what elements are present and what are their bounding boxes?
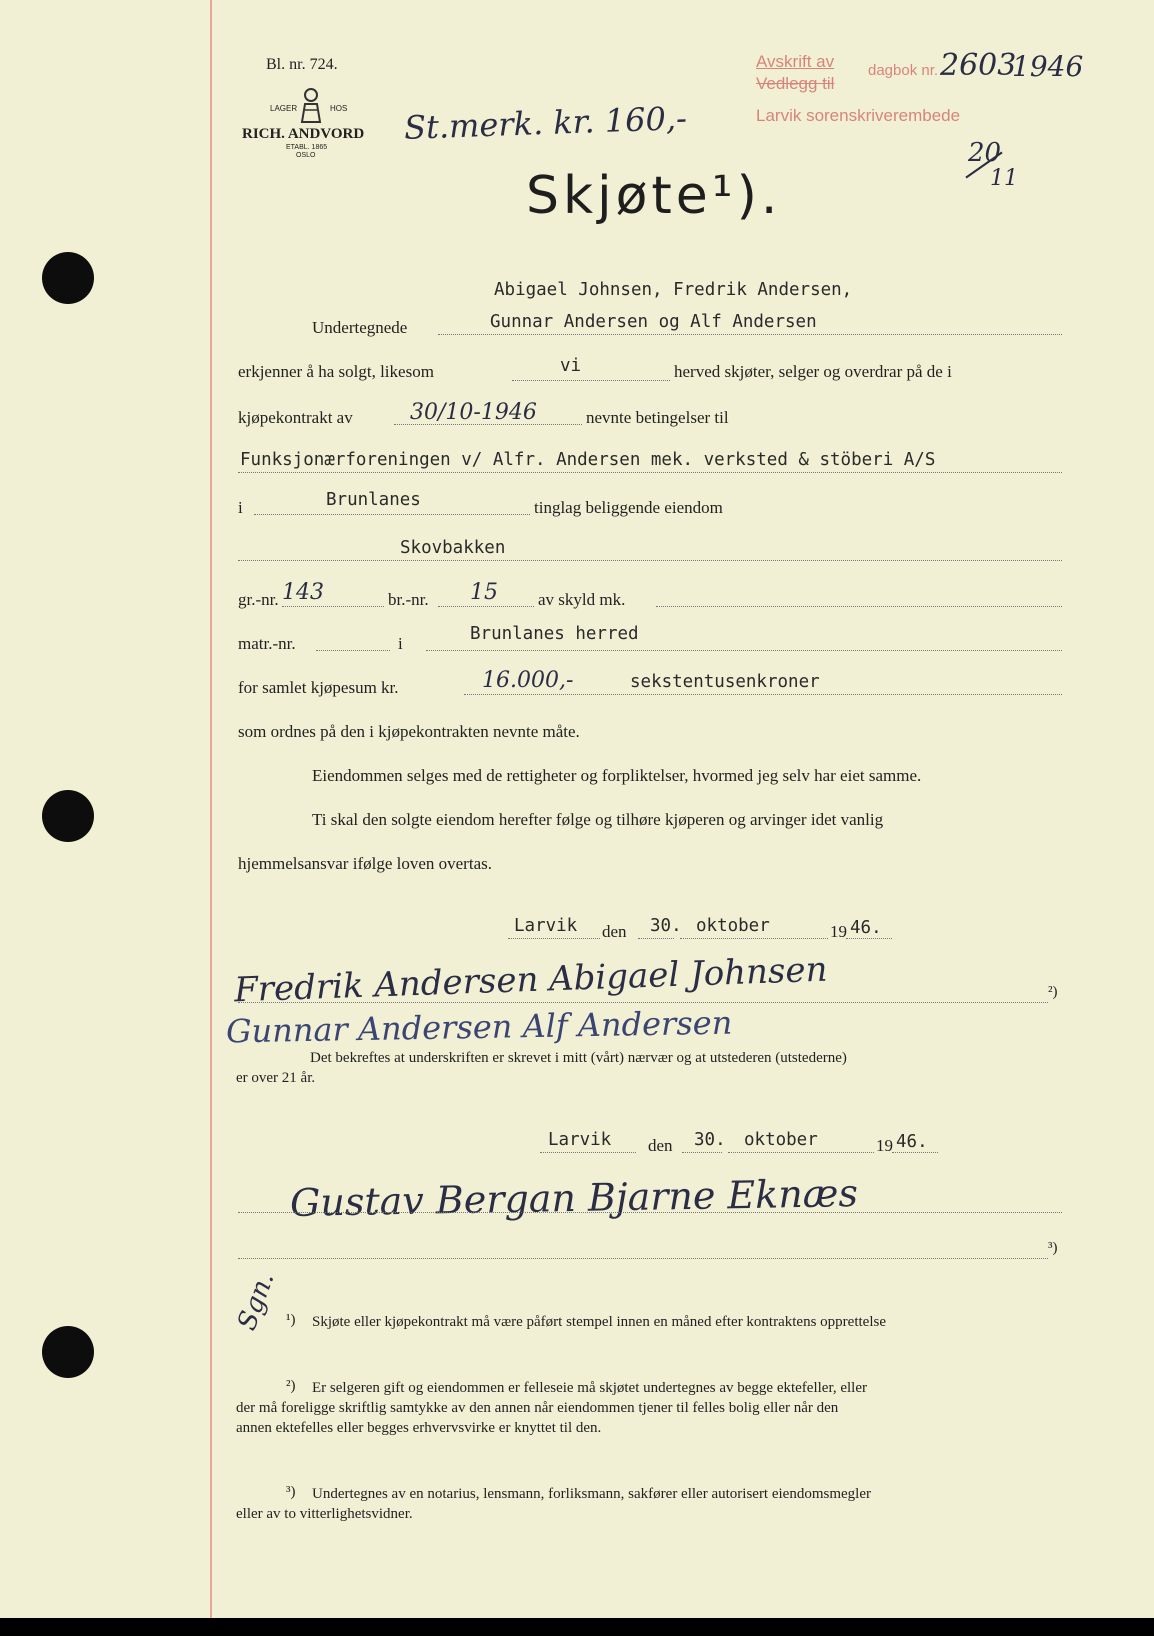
- publisher-right-word: HOS: [330, 104, 348, 113]
- stamp-line-3: Larvik sorenskriverembede: [756, 106, 961, 125]
- year-suffix-1: 46.: [850, 918, 882, 938]
- matr-i-label: i: [398, 634, 403, 653]
- stamp-year: 1946: [1012, 50, 1084, 83]
- form-number: Bl. nr. 724.: [266, 56, 338, 73]
- brnr-line: [438, 606, 534, 607]
- stamp-date-bottom: 11: [990, 166, 1018, 191]
- tinglag-value: Brunlanes: [326, 490, 421, 510]
- herred-value: Brunlanes herred: [470, 624, 639, 644]
- kontrakt-date: 30/10-1946: [410, 400, 537, 425]
- sellers-line-1: Abigael Johnsen, Fredrik Andersen,: [494, 280, 853, 300]
- herved-text: herved skjøter, selger og overdrar på de i: [674, 362, 952, 381]
- witness-statement-line-1: Det bekreftes at underskriften er skrevet i mitt (vårt) nærvær og at utstederen (utstederne): [310, 1050, 847, 1066]
- footnote-2-mark: ²): [286, 1378, 296, 1394]
- buyer-line: [238, 472, 1062, 473]
- stamp-line-1: Avskrift av: [756, 52, 835, 71]
- year-prefix-2: 19: [876, 1136, 893, 1155]
- publisher-left-word: LAGER: [270, 104, 298, 113]
- tinglag-line: [254, 514, 530, 515]
- month-1: oktober: [696, 916, 770, 936]
- footnote-2-line-1: Er selgeren gift og eiendommen er felleseie må skjøtet undertegnes av begge ektefeller, eller: [312, 1380, 867, 1396]
- day-2-line: [682, 1152, 722, 1153]
- place-2-line: [540, 1152, 636, 1153]
- page-title: Skjøte¹).: [526, 166, 782, 226]
- skyld-text: av skyld mk.: [538, 590, 626, 609]
- punch-hole: [42, 1326, 94, 1378]
- stamp-line-2b: dagbok nr.: [868, 62, 939, 79]
- paragraph-2-line-2: hjemmelsansvar ifølge loven overtas.: [238, 854, 492, 873]
- year-suffix-2: 46.: [896, 1132, 928, 1152]
- footnote-3-line-2: eller av to vitterlighetsvidner.: [236, 1506, 413, 1522]
- witness-line-2: [238, 1258, 1048, 1259]
- day-2: 30.: [694, 1130, 726, 1150]
- kjopesum-label: for samlet kjøpesum kr.: [238, 678, 399, 697]
- kontrakt-label: kjøpekontrakt av: [238, 408, 353, 427]
- witness-statement-line-2: er over 21 år.: [236, 1070, 316, 1086]
- seller-signatures-line-1: Fredrik Andersen Abigael Johnsen: [233, 949, 829, 1011]
- matrnr-label: matr.-nr.: [238, 634, 296, 653]
- year-prefix-1: 19: [830, 922, 847, 941]
- year-2-line: [892, 1152, 938, 1153]
- place-2: Larvik: [548, 1130, 612, 1150]
- grnr-label: gr.-nr.: [238, 590, 279, 609]
- punch-hole: [42, 252, 94, 304]
- brnr-label: br.-nr.: [388, 590, 429, 609]
- margin-initials: Sgn.: [232, 1268, 281, 1335]
- kjopesum-line: [464, 694, 1062, 695]
- property-name: Skovbakken: [400, 538, 506, 558]
- herred-line: [426, 650, 1062, 651]
- den-1: den: [602, 922, 627, 941]
- witness-footnote-mark-3: ³): [1048, 1240, 1058, 1256]
- place-1-line: [508, 938, 600, 939]
- publisher-city: OSLO: [296, 152, 316, 159]
- den-2: den: [648, 1136, 673, 1155]
- witness-line-1: [238, 1212, 1062, 1213]
- footnote-2-line-3: annen ektefelles eller begges erhvervsvirke er knyttet til den.: [236, 1420, 602, 1436]
- ordnes-text: som ordnes på den i kjøpekontrakten nevnte måte.: [238, 722, 580, 741]
- month-2: oktober: [744, 1130, 818, 1150]
- matrnr-line: [316, 650, 390, 651]
- month-1-line: [680, 938, 828, 939]
- buyer: Funksjonærforeningen v/ Alfr. Andersen mek. verksted & stöberi A/S: [240, 450, 936, 470]
- grnr-line: [282, 606, 384, 607]
- stamp-date-top: 20: [968, 138, 1002, 168]
- footnote-3-line-1: Undertegnes av en notarius, lensmann, forliksmann, sakfører eller autorisert eiendomsmegler: [312, 1486, 871, 1502]
- handwritten-fee: St.merk. kr. 160,-: [403, 99, 688, 147]
- place-1: Larvik: [514, 916, 578, 936]
- knight-emblem-icon: [296, 86, 326, 124]
- erkjenner-label: erkjenner å ha solgt, likesom: [238, 362, 434, 381]
- betingelser-text: nevnte betingelser til: [586, 408, 729, 427]
- seller-signatures-line-2: Gunnar Andersen Alf Andersen: [225, 1003, 733, 1051]
- paragraph-2-line-1: Ti skal den solgte eiendom herefter følge og tilhøre kjøperen og arvinger idet vanlig: [312, 810, 884, 829]
- grnr-value: 143: [282, 580, 324, 605]
- tinglag-text: tinglag beliggende eiendom: [534, 498, 723, 517]
- sellers-line-2: Gunnar Andersen og Alf Andersen: [490, 312, 817, 332]
- witness-signatures: Gustav Bergan Bjarne Eknæs: [289, 1171, 859, 1225]
- tinglag-i-label: i: [238, 498, 243, 517]
- month-2-line: [728, 1152, 874, 1153]
- skyld-line: [656, 606, 1062, 607]
- property-line: [238, 560, 1062, 561]
- footnote-3-mark: ³): [286, 1484, 296, 1500]
- undertegnede-label: Undertegnede: [312, 318, 408, 337]
- kjopesum-words: sekstentusenkroner: [630, 672, 820, 692]
- year-1-line: [846, 938, 892, 939]
- paragraph-1: Eiendommen selges med de rettigheter og forpliktelser, hvormed jeg selv har eiet samme.: [312, 766, 922, 785]
- signature-footnote-mark-2: ²): [1048, 984, 1058, 1000]
- undertegnede-line: [438, 334, 1062, 335]
- footnote-2-line-2: der må foreligge skriftlig samtykke av den annen når eiendommen tjener til felles bolig eller når den: [236, 1400, 839, 1416]
- punch-hole: [42, 790, 94, 842]
- kjopesum-value: 16.000,-: [482, 668, 574, 693]
- margin-rule: [210, 0, 212, 1618]
- stamp-line-2a: Vedlegg til: [756, 74, 835, 93]
- stamp-diary-number: 2603: [940, 48, 1017, 83]
- likesom-line: [512, 380, 670, 381]
- day-1: 30.: [650, 916, 682, 936]
- footnote-1-mark: ¹): [286, 1312, 296, 1328]
- publisher-established: ETABL. 1865: [286, 144, 328, 151]
- likesom-value: vi: [560, 356, 582, 376]
- signature-line-1: [238, 1002, 1048, 1003]
- publisher-name: RICH. ANDVORD: [242, 126, 365, 142]
- footnote-1: Skjøte eller kjøpekontrakt må være påført stempel innen en måned efter kontraktens opprettelse: [312, 1314, 886, 1330]
- brnr-value: 15: [470, 580, 498, 605]
- day-1-line: [638, 938, 674, 939]
